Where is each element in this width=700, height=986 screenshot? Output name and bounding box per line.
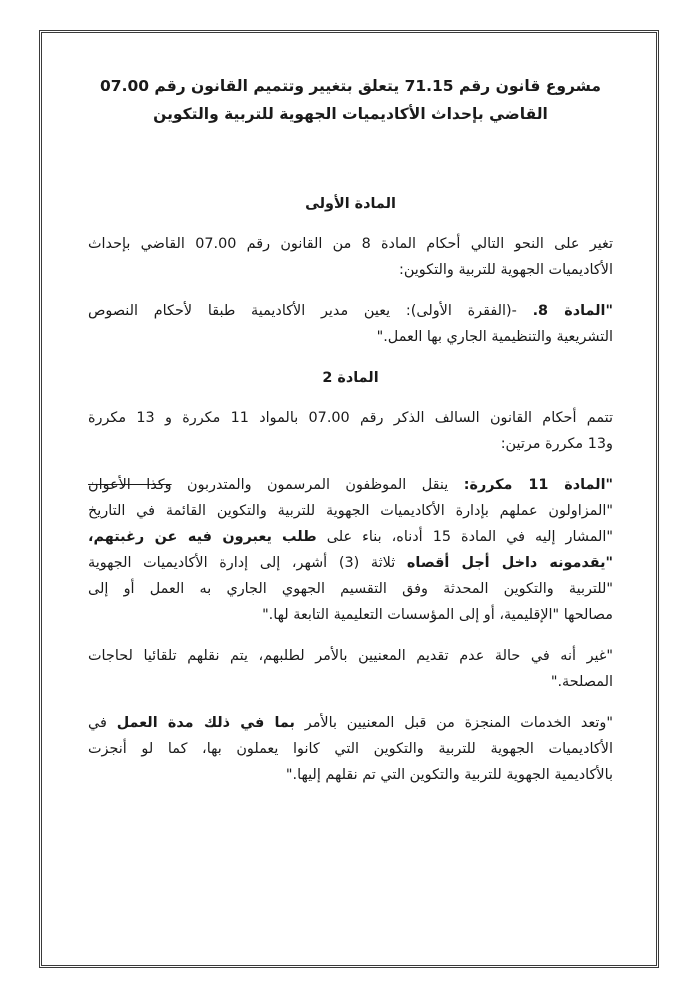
article-11-bis-line-3 bbox=[88, 524, 613, 550]
document-page bbox=[88, 72, 613, 803]
article-11-bis-line-4-text: ثلاثة (3) أشهر، إلى إدارة الأكاديميات الجهوية bbox=[88, 555, 407, 571]
bold-wish: يعبرون فيه عن رغبتهم، bbox=[88, 529, 272, 545]
article-11-bis-line-1 bbox=[88, 472, 613, 498]
paragraph-3-line-1-end: في bbox=[88, 715, 117, 731]
paragraph-services bbox=[88, 710, 613, 788]
article-2-intro bbox=[88, 405, 613, 457]
article-11-bis-line-3-text: "المشار إليه في المادة 15 أدناه، بناء على bbox=[316, 529, 614, 545]
article-8-label: "المادة 8. bbox=[532, 303, 613, 319]
bold-request: طلب bbox=[282, 529, 317, 545]
bold-work-period: بما في ذلك مدة العمل bbox=[116, 715, 295, 731]
document-title bbox=[88, 72, 613, 128]
article-11-bis-line-4 bbox=[88, 550, 613, 576]
article-11-bis-line-6: مصالحها "الإقليمية، أو إلى المؤسسات التعليمية التابعة لها." bbox=[262, 607, 613, 623]
article-2-intro-line-2: و13 مكررة مرتين: bbox=[500, 436, 613, 452]
article-11-bis-line-1-text: ينقل الموظفون المرسمون والمتدربون bbox=[171, 477, 464, 493]
spacer bbox=[272, 529, 282, 545]
paragraph-3-line-1 bbox=[88, 710, 613, 736]
article-1-intro-line-2: الأكاديميات الجهوية للتربية والتكوين: bbox=[399, 262, 613, 278]
title-line-1: مشروع قانون رقم 71.15 يتعلق بتغيير وتتميم القانون رقم 07.00 bbox=[100, 77, 601, 95]
article-2-heading: المادة 2 bbox=[322, 370, 379, 386]
article-1-intro-line-1: تغير على النحو التالي أحكام المادة 8 من القانون رقم 07.00 القاضي بإحداث bbox=[88, 236, 614, 252]
article-11-bis bbox=[88, 472, 613, 628]
article-2-intro-line-1: تتمم أحكام القانون السالف الذكر رقم 07.00 بالمواد 11 مكررة و 13 مكررة bbox=[88, 410, 613, 426]
paragraph-2-line-1: "غير أنه في حالة عدم تقديم المعنيين بالأمر لطلبهم، يتم نقلهم تلقائيا لحاجات bbox=[88, 648, 613, 664]
article-8-line-2: التشريعية والتنظيمية الجاري بها العمل." bbox=[376, 329, 613, 345]
article-1-intro bbox=[88, 231, 613, 283]
paragraph-3-line-1-text: "وتعد الخدمات المنجزة من قبل المعنيين بالأمر bbox=[294, 715, 613, 731]
article-11-bis-line-2: "المزاولون عملهم بإدارة الأكاديميات الجهوية للتربية والتكوين القائمة في التاريخ bbox=[88, 503, 613, 519]
article-11-bis-label: "المادة 11 مكررة: bbox=[463, 477, 613, 493]
article-1-heading: المادة الأولى bbox=[305, 196, 396, 212]
article-8-line-1 bbox=[88, 298, 613, 324]
paragraph-automatic-transfer bbox=[88, 643, 613, 695]
paragraph-2-line-2: المصلحة." bbox=[550, 674, 613, 690]
title-line-2: القاضي بإحداث الأكاديميات الجهوية للتربية والتكوين bbox=[153, 105, 548, 123]
struck-text: وكذا الأعوان bbox=[88, 477, 172, 493]
paragraph-3-line-3: بالأكاديمية الجهوية للتربية والتكوين التي تم نقلهم إليها." bbox=[285, 767, 613, 783]
article-11-bis-line-5: "للتربية والتكوين المحدثة وفق التقسيم الجهوي الجاري به العمل أو إلى bbox=[88, 581, 613, 597]
bold-deadline: "يقدمونه داخل أجل أقصاه bbox=[406, 555, 614, 571]
article-8-amendment bbox=[88, 298, 613, 350]
article-8-line-1-text: -(الفقرة الأولى): يعين مدير الأكاديمية طبقا لأحكام النصوص bbox=[88, 303, 533, 319]
paragraph-3-line-2: الأكاديميات الجهوية للتربية والتكوين التي كانوا يعملون بها، كما لو أنجزت bbox=[88, 741, 613, 757]
